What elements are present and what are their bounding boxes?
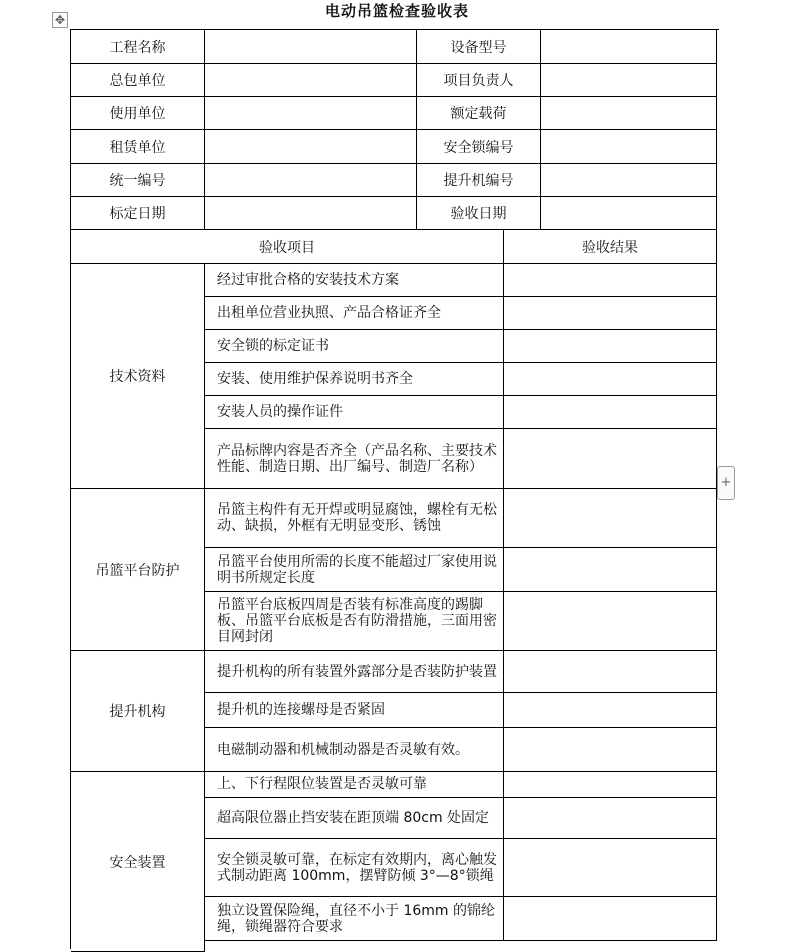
label-user-unit: 使用单位 — [71, 97, 205, 130]
item-hoisting-mechanism-2: 提升机的连接螺母是否紧固 — [205, 693, 504, 728]
item-platform-protection-3: 吊篮平台底板四周是否装有标准高度的踢脚板、吊篮平台底板是否有防滑措施，三面用密目网封闭 — [205, 592, 504, 651]
result-technical-docs-4[interactable] — [504, 363, 717, 396]
item-safety-devices-4: 独立设置保险绳，直径不小于 16mm 的锦纶绳，锁绳器符合要求 — [205, 897, 504, 941]
item-platform-protection-2: 吊篮平台使用所需的长度不能超过厂家使用说明书所规定长度 — [205, 548, 504, 592]
add-column-plus-icon[interactable]: + — [717, 466, 735, 500]
item-technical-docs-4: 安装、使用维护保养说明书齐全 — [205, 363, 504, 396]
label-project-name: 工程名称 — [71, 30, 205, 64]
result-technical-docs-1[interactable] — [504, 264, 717, 297]
item-safety-devices-2: 超高限位器止挡安装在距顶端 80cm 处固定 — [205, 798, 504, 839]
result-technical-docs-5[interactable] — [504, 396, 717, 429]
item-safety-devices-3: 安全锁灵敏可靠，在标定有效期内，离心触发式制动距离 100mm，摆臂防倾 3°—8°锁绳 — [205, 839, 504, 897]
table-move-handle-icon[interactable]: ✥ — [52, 12, 68, 28]
label-equipment-model: 设备型号 — [417, 30, 541, 64]
label-acceptance-date: 验收日期 — [417, 197, 541, 230]
result-platform-protection-3[interactable] — [504, 592, 717, 651]
label-project-manager: 项目负责人 — [417, 64, 541, 97]
value-acceptance-date[interactable] — [541, 197, 717, 230]
header-acceptance-result: 验收结果 — [504, 230, 717, 264]
value-project-name[interactable] — [205, 30, 417, 64]
category-platform-protection: 吊篮平台防护 — [71, 489, 205, 651]
item-hoisting-mechanism-3: 电磁制动器和机械制动器是否灵敏有效。 — [205, 728, 504, 772]
result-technical-docs-3[interactable] — [504, 330, 717, 363]
result-platform-protection-2[interactable] — [504, 548, 717, 592]
result-safety-devices-4[interactable] — [504, 897, 717, 941]
inspection-table — [70, 29, 719, 949]
result-hoisting-mechanism-1[interactable] — [504, 651, 717, 693]
result-safety-devices-1[interactable] — [504, 772, 717, 798]
label-rated-load: 额定载荷 — [417, 97, 541, 130]
item-technical-docs-1: 经过审批合格的安装技术方案 — [205, 264, 504, 297]
label-unified-number: 统一编号 — [71, 164, 205, 197]
item-technical-docs-3: 安全锁的标定证书 — [205, 330, 504, 363]
item-hoisting-mechanism-1: 提升机构的所有装置外露部分是否装防护装置 — [205, 651, 504, 693]
document-title: 电动吊篮检查验收表 — [324, 2, 469, 20]
result-safety-devices-3[interactable] — [504, 839, 717, 897]
result-hoisting-mechanism-2[interactable] — [504, 693, 717, 728]
label-lessor-unit: 租赁单位 — [71, 130, 205, 164]
label-calibration-date: 标定日期 — [71, 197, 205, 230]
value-lessor-unit[interactable] — [205, 130, 417, 164]
item-platform-protection-1: 吊篮主构件有无开焊或明显腐蚀，螺栓有无松动、缺损，外框有无明显变形、锈蚀 — [205, 489, 504, 548]
result-technical-docs-6[interactable] — [504, 429, 717, 489]
item-technical-docs-6: 产品标牌内容是否齐全（产品名称、主要技术性能、制造日期、出厂编号、制造厂名称） — [205, 429, 504, 489]
label-hoist-number: 提升机编号 — [417, 164, 541, 197]
value-equipment-model[interactable] — [541, 30, 717, 64]
category-hoisting-mechanism: 提升机构 — [71, 651, 205, 772]
value-project-manager[interactable] — [541, 64, 717, 97]
result-platform-protection-1[interactable] — [504, 489, 717, 548]
item-technical-docs-2: 出租单位营业执照、产品合格证齐全 — [205, 297, 504, 330]
item-safety-devices-1: 上、下行程限位装置是否灵敏可靠 — [205, 772, 504, 798]
value-calibration-date[interactable] — [205, 197, 417, 230]
label-safety-lock-number: 安全锁编号 — [417, 130, 541, 164]
category-technical-docs: 技术资料 — [71, 264, 205, 489]
value-hoist-number[interactable] — [541, 164, 717, 197]
value-safety-lock-number[interactable] — [541, 130, 717, 164]
value-user-unit[interactable] — [205, 97, 417, 130]
item-technical-docs-5: 安装人员的操作证件 — [205, 396, 504, 429]
category-safety-devices: 安全装置 — [71, 772, 205, 952]
result-safety-devices-2[interactable] — [504, 798, 717, 839]
result-hoisting-mechanism-3[interactable] — [504, 728, 717, 772]
value-rated-load[interactable] — [541, 97, 717, 130]
value-general-contractor[interactable] — [205, 64, 417, 97]
result-technical-docs-2[interactable] — [504, 297, 717, 330]
label-general-contractor: 总包单位 — [71, 64, 205, 97]
header-acceptance-item: 验收项目 — [71, 230, 504, 264]
value-unified-number[interactable] — [205, 164, 417, 197]
